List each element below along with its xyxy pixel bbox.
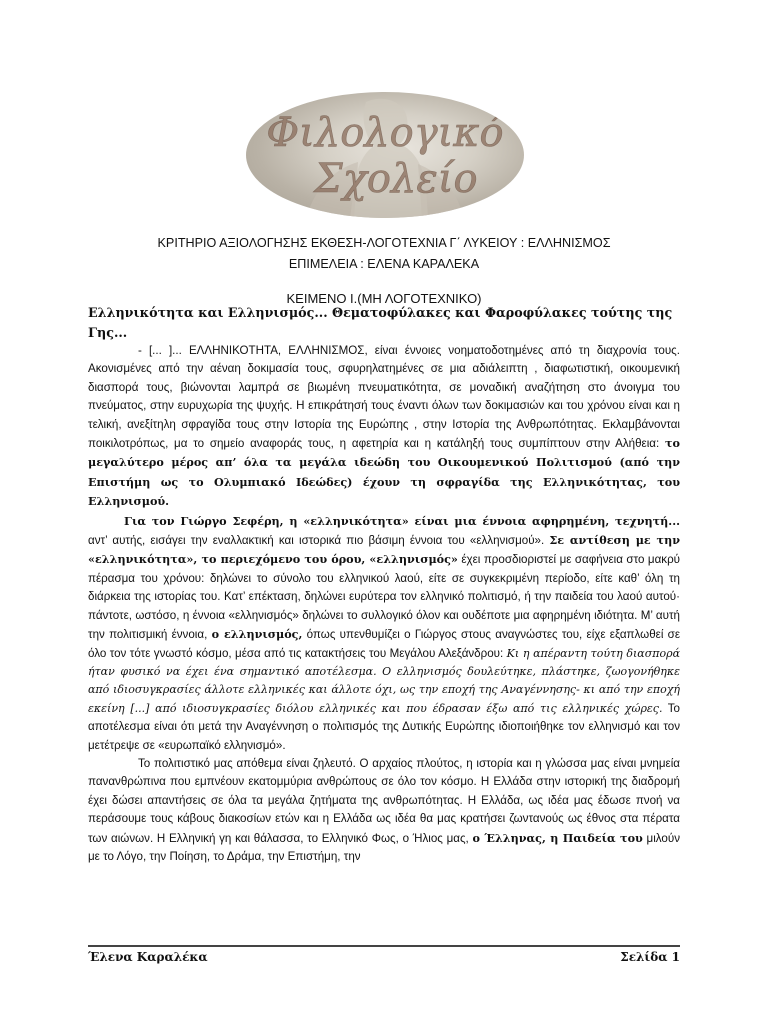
school-logo (246, 92, 524, 218)
section-title: ΚΕΙΜΕΝΟ Ι.(ΜΗ ΛΟΓΟΤΕΧΝΙΚΟ) (286, 291, 482, 306)
paragraph-2-quote: Κι η απέραντη τούτη διασπορά ήταν φυσικό να έχει ένα σημαντικό αποτέλεσμα. O ελληνισμός δουλεύτηκε, πλάστηκε, ζωογονήθηκε από ιδιοσυγκρασίες άλλοτε ελληνικές και άλλοτε όχι, ως την εποχή της Αναγέννησης- κι από την εποχή εκείνη [...] από ιδιοσυγκρασίες διόλου ελληνικές και που έδρασαν έξω από τις ελληνικές χώρες. (88, 646, 680, 715)
paragraph-2-text-d: Το αποτέλεσμα είναι ότι μετά την Αναγέννηση ο πολιτισμός της Δυτικής Ευρώπης ιδιοποιήθηκε τον ελληνισμό και τον μετέτρεψε σε «ευρωπαϊκό ελληνισμό». (88, 701, 680, 752)
paragraph-1-emphasis: το μεγαλύτερο μέρος απ’ όλα τα μεγάλα ιδεώδη του Οικουμενικού Πολιτισμού (από την Επιστήμη ως το Ολυμπιακό Ιδεώδες) έχουν τη σφραγίδα της Ελληνικότητας, του Ελληνισμού. (88, 436, 680, 509)
editor-line: ΕΠΙΜΕΛΕΙΑ : ΕΛΕΝΑ ΚΑΡΑΛΕΚΑ (288, 257, 480, 271)
paragraph-2-lead: Για τον Γιώργο Σεφέρη, η «ελληνικότητα» είναι μια έννοια αφηρημένη, τεχνητή... (124, 513, 680, 528)
footer-author: Έλενα Καραλέκα (88, 950, 208, 964)
document-header (88, 233, 680, 275)
logo-title-line1: Φιλολογικό (266, 110, 504, 156)
paragraph-3-text-b: μιλούν με το Λόγο, την Ποίηση, το Δράμα, την Επιστήμη, την (88, 831, 680, 863)
logo-artwork (246, 92, 524, 218)
paragraph-2 (88, 512, 680, 755)
paragraph-1 (88, 342, 680, 512)
paragraph-2-emphasis: Σε αντίθεση με την «ελληνικότητα», το περιεχόμενο του όρου, «ελληνισμός» (88, 533, 680, 567)
paragraph-2-text-a: αντ’ αυτής, εισάγει την εναλλακτική και ιστορικά πιο βάσιμη έννοια του «ελληνισμού». (88, 534, 550, 548)
paragraph-1-text: - [... ]... ΕΛΛΗΝΙΚΟΤΗΤΑ, ΕΛΛΗΝΙΣΜΟΣ, είναι έννοιες νοηματοδοτημένες από τη διαχρονία τους. Ακονισμένες από την αέναη δοκιμασία τους, σφυρηλατημένες σε μια αδιάλειπτη , διαφωτιστική, οικουμενική διασπορά τους, βιώνονται λαμπρά σε βιωμένη πνευματικότητα, σε μοναδική αναζήτηση στο άνοιγμα του πνεύματος, στην ευρυχωρία της ψυχής. Η επικράτησή τους έναντι όλων των δοκιμασιών και του χρόνου είναι και η τελική, ανεξίτηλη σφραγίδα τους στην Ιστορία της Ευρώπης , στην Ιστορία της Ανθρωπότητας. Εκλαμβάνονται ποικιλοτρόπως, μα το σημείο αναφοράς τους, η αφετηρία και η κατάληξή τους συμπίπτουν στην Αλήθεια: (88, 344, 680, 451)
footer-page-number: Σελίδα 1 (620, 950, 680, 964)
paragraph-3-emphasis: ο Έλληνας, η Παιδεία του (472, 830, 643, 845)
paragraph-2-text-b: έχει προσδιοριστεί με σαφήνεια στο μακρύ πέρασμα του χρόνου: δηλώνει το σύνολο του ελληνικού λαού, είτε σε συγκεκριμένη περίοδο, είτε καθ’ όλη τη διάρκεια της ιστορίας του. Κατ’ επέκταση, δηλώνει ευρύτερα τον ελληνικό πολιτισμό, ή την παιδεία του λαού αυτού· πάντοτε, ωστόσο, η έννοια «ελληνισμός» δηλώνει το συλλογικό όλον και ουδέποτε μια αφηρημένη ιδιότητα. Μ’ αυτή την πολιτισμική έννοια, (88, 553, 681, 642)
document-title: ΚΡΙΤΗΡΙΟ ΑΞΙΟΛΟΓΗΣΗΣ ΕΚΘΕΣΗ-ΛΟΓΟΤΕΧΝΙΑ Γ΄ ΛΥΚΕΙΟΥ : ΕΛΛΗΝΙΣΜΟΣ (157, 236, 611, 250)
logo-title-line2: Σχολείο (314, 156, 478, 202)
article-headline: Ελληνικότητα και Ελληνισμός... Θεματοφύλακες και Φαροφύλακες τούτης της Γης... (88, 305, 673, 340)
paragraph-2-term: ο ελληνισμός, (211, 627, 303, 642)
footer-divider (88, 945, 680, 947)
paragraph-2-text-c: όπως υπενθυμίζει ο Γιώργος στους αναγνώστες του, είχε εξαπλωθεί σε όλο τον τότε γνωστό κόσμο, μέσα από τις κατακτήσεις του Μεγάλου Αλεξάνδρου: (88, 628, 681, 660)
paragraph-3 (88, 755, 680, 866)
article-body (88, 342, 680, 866)
paragraph-3-text-a: Το πολιτιστικό μας απόθεμα είναι ζηλευτό. Ο αρχαίος πλούτος, η ιστορία και η γλώσσα μας είναι μνημεία πανανθρώπινα που εμπνέουν εκατομμύρια ανθρώπους σε όλο τον κόσμο. Η Ελλάδα στην ιστορική της διαδρομή έχει δώσει απαντήσεις σε όλα τα μεγάλα ζητήματα της ανθρωπότητας. Η Ελλάδα, ως ιδέα μας έδωσε πνοή να περάσουμε τους κάβους διακοσίων ετών και η Ελλάδα ως ιδέα θα μας κρατήσει ζωντανούς ως έθνος στα πέρατα των αιώνων. Η Ελληνική γη και θάλασσα, το Ελληνικό Φως, ο Ήλιος μας, (88, 756, 680, 845)
